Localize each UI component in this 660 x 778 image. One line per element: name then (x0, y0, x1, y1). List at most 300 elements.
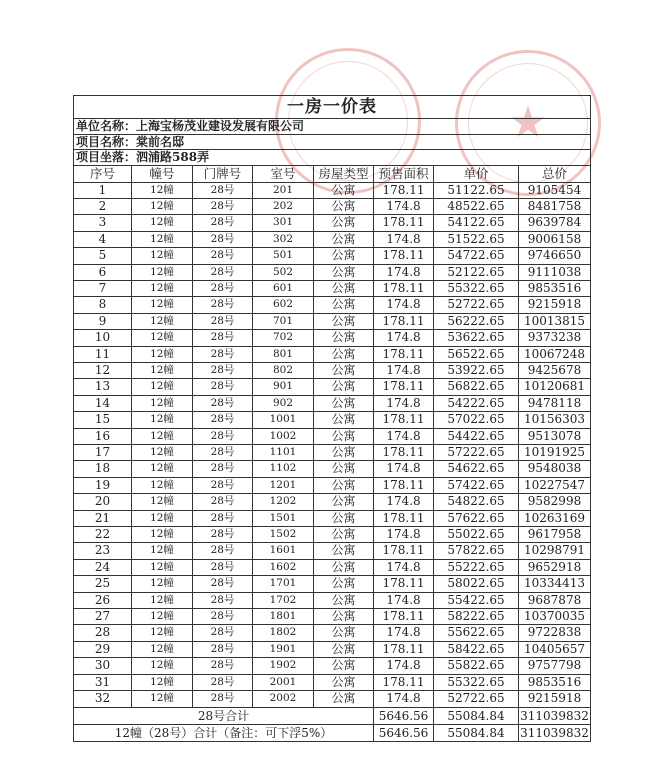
cell-presale-area: 174.8 (374, 658, 434, 674)
table-row (74, 527, 591, 543)
cell-unit-price: 52722.65 (434, 691, 519, 707)
table-row (74, 297, 591, 313)
title-row (74, 96, 591, 119)
cell-house-type: 公寓 (314, 658, 374, 674)
cell-total-price: 10156303 (519, 412, 591, 428)
cell-house-type: 公寓 (314, 330, 374, 346)
table-row (74, 231, 591, 247)
cell-door-number: 28号 (193, 412, 253, 428)
cell-door-number: 28号 (193, 264, 253, 280)
header-col-presale-area: 预售面积 (374, 165, 434, 182)
table-row (74, 477, 591, 493)
cell-total-price: 9853516 (519, 674, 591, 690)
cell-total-price: 10120681 (519, 379, 591, 395)
cell-house-type: 公寓 (314, 445, 374, 461)
cell-house-type: 公寓 (314, 625, 374, 641)
location-value: 泗浦路588弄 (136, 150, 210, 164)
header-col-unit-price: 单价 (434, 165, 519, 182)
cell-presale-area: 178.11 (374, 182, 434, 198)
cell-house-type: 公寓 (314, 346, 374, 362)
table-row (74, 691, 591, 707)
cell-presale-area: 178.11 (374, 510, 434, 526)
cell-index: 30 (74, 658, 132, 674)
unit-row (74, 119, 591, 135)
cell-index: 24 (74, 559, 132, 575)
cell-building: 12幢 (132, 215, 193, 231)
cell-index: 8 (74, 297, 132, 313)
table-row (74, 494, 591, 510)
cell-index: 2 (74, 198, 132, 214)
cell-room: 1002 (253, 428, 314, 444)
cell-index: 26 (74, 592, 132, 608)
cell-total-price: 9215918 (519, 691, 591, 707)
cell-room: 2001 (253, 674, 314, 690)
cell-building: 12幢 (132, 346, 193, 362)
table-row (74, 658, 591, 674)
cell-presale-area: 174.8 (374, 297, 434, 313)
cell-presale-area: 174.8 (374, 231, 434, 247)
cell-house-type: 公寓 (314, 576, 374, 592)
cell-building: 12幢 (132, 461, 193, 477)
table-row (74, 641, 591, 657)
cell-unit-price: 54622.65 (434, 461, 519, 477)
cell-door-number: 28号 (193, 428, 253, 444)
cell-index: 31 (74, 674, 132, 690)
cell-unit-price: 57822.65 (434, 543, 519, 559)
cell-house-type: 公寓 (314, 248, 374, 264)
cell-house-type: 公寓 (314, 313, 374, 329)
cell-door-number: 28号 (193, 215, 253, 231)
header-col-room: 室号 (253, 165, 314, 182)
cell-total-price: 10298791 (519, 543, 591, 559)
cell-unit-price: 56822.65 (434, 379, 519, 395)
cell-presale-area: 178.11 (374, 445, 434, 461)
header-col-index: 序号 (74, 165, 132, 182)
total-price: 311039832 (520, 708, 589, 723)
cell-unit-price: 57222.65 (434, 445, 519, 461)
cell-door-number: 28号 (193, 280, 253, 296)
cell-door-number: 28号 (193, 330, 253, 346)
cell-building: 12幢 (132, 691, 193, 707)
table-row (74, 543, 591, 559)
cell-house-type: 公寓 (314, 510, 374, 526)
cell-building: 12幢 (132, 280, 193, 296)
cell-total-price: 10227547 (519, 477, 591, 493)
cell-building: 12幢 (132, 313, 193, 329)
cell-room: 201 (253, 182, 314, 198)
cell-index: 32 (74, 691, 132, 707)
cell-unit-price: 56522.65 (434, 346, 519, 362)
total-label: 12幢（28号）合计（备注：可下浮5%） (74, 724, 374, 741)
cell-presale-area: 174.8 (374, 330, 434, 346)
cell-total-price: 9006158 (519, 231, 591, 247)
cell-room: 1802 (253, 625, 314, 641)
cell-unit-price: 53922.65 (434, 362, 519, 378)
cell-building: 12幢 (132, 297, 193, 313)
cell-presale-area: 174.8 (374, 395, 434, 411)
cell-total-price: 9853516 (519, 280, 591, 296)
cell-index: 11 (74, 346, 132, 362)
cell-house-type: 公寓 (314, 395, 374, 411)
cell-index: 25 (74, 576, 132, 592)
cell-room: 1701 (253, 576, 314, 592)
cell-building: 12幢 (132, 559, 193, 575)
cell-unit-price: 55322.65 (434, 674, 519, 690)
cell-unit-price: 55822.65 (434, 658, 519, 674)
cell-index: 18 (74, 461, 132, 477)
cell-unit-price: 55322.65 (434, 280, 519, 296)
cell-index: 21 (74, 510, 132, 526)
cell-house-type: 公寓 (314, 592, 374, 608)
cell-presale-area: 174.8 (374, 362, 434, 378)
table-row (74, 280, 591, 296)
cell-building: 12幢 (132, 395, 193, 411)
cell-room: 1902 (253, 658, 314, 674)
cell-total-price: 9639784 (519, 215, 591, 231)
cell-house-type: 公寓 (314, 412, 374, 428)
cell-room: 2002 (253, 691, 314, 707)
cell-room: 1102 (253, 461, 314, 477)
cell-door-number: 28号 (193, 559, 253, 575)
header-col-house-type: 房屋类型 (314, 165, 374, 182)
cell-presale-area: 178.11 (374, 280, 434, 296)
cell-total-price: 10405657 (519, 641, 591, 657)
cell-door-number: 28号 (193, 576, 253, 592)
cell-index: 27 (74, 609, 132, 625)
cell-room: 1901 (253, 641, 314, 657)
cell-building: 12幢 (132, 625, 193, 641)
cell-room: 301 (253, 215, 314, 231)
table-row (74, 625, 591, 641)
cell-index: 9 (74, 313, 132, 329)
cell-unit-price: 54822.65 (434, 494, 519, 510)
cell-building: 12幢 (132, 494, 193, 510)
cell-total-price: 9215918 (519, 297, 591, 313)
cell-house-type: 公寓 (314, 280, 374, 296)
cell-room: 302 (253, 231, 314, 247)
cell-door-number: 28号 (193, 313, 253, 329)
cell-index: 10 (74, 330, 132, 346)
cell-house-type: 公寓 (314, 477, 374, 493)
cell-house-type: 公寓 (314, 297, 374, 313)
cell-room: 601 (253, 280, 314, 296)
cell-presale-area: 174.8 (374, 592, 434, 608)
cell-presale-area: 178.11 (374, 477, 434, 493)
cell-total-price: 10191925 (519, 445, 591, 461)
cell-house-type: 公寓 (314, 198, 374, 214)
grand-total-row (74, 724, 591, 741)
cell-door-number: 28号 (193, 543, 253, 559)
cell-room: 502 (253, 264, 314, 280)
table-row (74, 576, 591, 592)
table-row (74, 346, 591, 362)
cell-building: 12幢 (132, 609, 193, 625)
cell-building: 12幢 (132, 641, 193, 657)
cell-door-number: 28号 (193, 297, 253, 313)
cell-unit-price: 54422.65 (434, 428, 519, 444)
cell-presale-area: 178.11 (374, 248, 434, 264)
cell-building: 12幢 (132, 362, 193, 378)
total-label: 28号合计 (74, 707, 374, 724)
project-row (74, 134, 591, 150)
table-row (74, 264, 591, 280)
cell-total-price: 9687878 (519, 592, 591, 608)
table-row (74, 445, 591, 461)
cell-door-number: 28号 (193, 691, 253, 707)
cell-building: 12幢 (132, 412, 193, 428)
cell-unit-price: 58422.65 (434, 641, 519, 657)
cell-building: 12幢 (132, 264, 193, 280)
cell-index: 23 (74, 543, 132, 559)
cell-unit-price: 57622.65 (434, 510, 519, 526)
total-area: 5646.56 (374, 724, 434, 741)
cell-room: 1501 (253, 510, 314, 526)
subtotal-row (74, 707, 591, 724)
cell-building: 12幢 (132, 510, 193, 526)
cell-presale-area: 174.8 (374, 691, 434, 707)
cell-building: 12幢 (132, 330, 193, 346)
cell-unit-price: 55422.65 (434, 592, 519, 608)
cell-room: 1502 (253, 527, 314, 543)
cell-room: 202 (253, 198, 314, 214)
table-row (74, 362, 591, 378)
cell-total-price: 8481758 (519, 198, 591, 214)
cell-room: 1602 (253, 559, 314, 575)
table-row (74, 609, 591, 625)
cell-house-type: 公寓 (314, 379, 374, 395)
cell-presale-area: 178.11 (374, 543, 434, 559)
cell-door-number: 28号 (193, 625, 253, 641)
cell-door-number: 28号 (193, 231, 253, 247)
cell-building: 12幢 (132, 182, 193, 198)
cell-presale-area: 178.11 (374, 609, 434, 625)
cell-total-price: 9105454 (519, 182, 591, 198)
cell-house-type: 公寓 (314, 182, 374, 198)
cell-unit-price: 57422.65 (434, 477, 519, 493)
cell-index: 7 (74, 280, 132, 296)
cell-unit-price: 58222.65 (434, 609, 519, 625)
unit-label: 单位名称： (76, 119, 137, 133)
cell-building: 12幢 (132, 658, 193, 674)
cell-presale-area: 178.11 (374, 379, 434, 395)
cell-unit-price: 55022.65 (434, 527, 519, 543)
location-label: 项目坐落： (76, 150, 137, 164)
cell-building: 12幢 (132, 198, 193, 214)
cell-building: 12幢 (132, 231, 193, 247)
cell-total-price: 9617958 (519, 527, 591, 543)
cell-house-type: 公寓 (314, 428, 374, 444)
cell-room: 1801 (253, 609, 314, 625)
cell-index: 17 (74, 445, 132, 461)
cell-unit-price: 55622.65 (434, 625, 519, 641)
cell-index: 29 (74, 641, 132, 657)
table-row (74, 674, 591, 690)
cell-building: 12幢 (132, 674, 193, 690)
cell-unit-price: 48522.65 (434, 198, 519, 214)
cell-building: 12幢 (132, 428, 193, 444)
cell-room: 801 (253, 346, 314, 362)
cell-house-type: 公寓 (314, 231, 374, 247)
cell-index: 1 (74, 182, 132, 198)
cell-total-price: 9757798 (519, 658, 591, 674)
price-table (73, 95, 591, 742)
cell-house-type: 公寓 (314, 641, 374, 657)
cell-index: 28 (74, 625, 132, 641)
cell-unit-price: 54122.65 (434, 215, 519, 231)
cell-presale-area: 178.11 (374, 215, 434, 231)
cell-index: 4 (74, 231, 132, 247)
cell-total-price: 9652918 (519, 559, 591, 575)
cell-index: 14 (74, 395, 132, 411)
cell-door-number: 28号 (193, 658, 253, 674)
cell-room: 902 (253, 395, 314, 411)
cell-building: 12幢 (132, 445, 193, 461)
cell-building: 12幢 (132, 543, 193, 559)
cell-index: 15 (74, 412, 132, 428)
cell-unit-price: 53622.65 (434, 330, 519, 346)
cell-door-number: 28号 (193, 248, 253, 264)
cell-door-number: 28号 (193, 461, 253, 477)
cell-door-number: 28号 (193, 346, 253, 362)
table-row (74, 412, 591, 428)
cell-presale-area: 178.11 (374, 674, 434, 690)
cell-house-type: 公寓 (314, 215, 374, 231)
cell-index: 12 (74, 362, 132, 378)
cell-unit-price: 54722.65 (434, 248, 519, 264)
table-row (74, 330, 591, 346)
cell-room: 901 (253, 379, 314, 395)
cell-total-price: 10334413 (519, 576, 591, 592)
cell-index: 3 (74, 215, 132, 231)
cell-total-price: 9513078 (519, 428, 591, 444)
cell-unit-price: 54222.65 (434, 395, 519, 411)
cell-unit-price: 52122.65 (434, 264, 519, 280)
table-row (74, 428, 591, 444)
table-row (74, 395, 591, 411)
cell-total-price: 9425678 (519, 362, 591, 378)
cell-house-type: 公寓 (314, 264, 374, 280)
cell-house-type: 公寓 (314, 691, 374, 707)
cell-total-price: 9722838 (519, 625, 591, 641)
cell-door-number: 28号 (193, 379, 253, 395)
cell-total-price: 9373238 (519, 330, 591, 346)
cell-presale-area: 178.11 (374, 641, 434, 657)
cell-door-number: 28号 (193, 592, 253, 608)
table-row (74, 592, 591, 608)
cell-house-type: 公寓 (314, 362, 374, 378)
cell-presale-area: 174.8 (374, 494, 434, 510)
cell-presale-area: 174.8 (374, 559, 434, 575)
cell-door-number: 28号 (193, 674, 253, 690)
cell-total-price: 9111038 (519, 264, 591, 280)
cell-building: 12幢 (132, 576, 193, 592)
cell-room: 501 (253, 248, 314, 264)
cell-presale-area: 174.8 (374, 527, 434, 543)
cell-total-price: 10263169 (519, 510, 591, 526)
cell-index: 6 (74, 264, 132, 280)
cell-unit-price: 58022.65 (434, 576, 519, 592)
table-row (74, 461, 591, 477)
header-col-total-price: 总价 (519, 165, 591, 182)
table-row (74, 198, 591, 214)
cell-presale-area: 178.11 (374, 412, 434, 428)
cell-presale-area: 178.11 (374, 346, 434, 362)
cell-unit-price: 52722.65 (434, 297, 519, 313)
cell-presale-area: 174.8 (374, 428, 434, 444)
cell-index: 16 (74, 428, 132, 444)
cell-building: 12幢 (132, 248, 193, 264)
unit-value: 上海宝杨茂业建设发展有限公司 (136, 119, 305, 133)
cell-room: 1201 (253, 477, 314, 493)
header-col-door-number: 门牌号 (193, 165, 253, 182)
star-icon: ★ (508, 97, 548, 148)
cell-presale-area: 178.11 (374, 576, 434, 592)
header-row (74, 165, 591, 182)
cell-presale-area: 174.8 (374, 625, 434, 641)
cell-house-type: 公寓 (314, 674, 374, 690)
cell-room: 1101 (253, 445, 314, 461)
cell-unit-price: 55222.65 (434, 559, 519, 575)
total-unit-price: 55084.84 (434, 707, 519, 724)
cell-room: 1702 (253, 592, 314, 608)
cell-presale-area: 174.8 (374, 198, 434, 214)
cell-door-number: 28号 (193, 198, 253, 214)
cell-room: 701 (253, 313, 314, 329)
cell-presale-area: 174.8 (374, 461, 434, 477)
cell-door-number: 28号 (193, 477, 253, 493)
cell-index: 13 (74, 379, 132, 395)
table-row (74, 559, 591, 575)
cell-room: 1601 (253, 543, 314, 559)
table-row (74, 215, 591, 231)
cell-room: 802 (253, 362, 314, 378)
cell-house-type: 公寓 (314, 527, 374, 543)
cell-door-number: 28号 (193, 494, 253, 510)
cell-total-price: 9548038 (519, 461, 591, 477)
cell-door-number: 28号 (193, 182, 253, 198)
cell-total-price: 10067248 (519, 346, 591, 362)
cell-door-number: 28号 (193, 609, 253, 625)
cell-total-price: 9582998 (519, 494, 591, 510)
cell-house-type: 公寓 (314, 559, 374, 575)
cell-unit-price: 56222.65 (434, 313, 519, 329)
cell-unit-price: 51522.65 (434, 231, 519, 247)
cell-house-type: 公寓 (314, 494, 374, 510)
cell-door-number: 28号 (193, 527, 253, 543)
table-row (74, 313, 591, 329)
cell-house-type: 公寓 (314, 543, 374, 559)
table-row (74, 510, 591, 526)
cell-index: 19 (74, 477, 132, 493)
header-col-building: 幢号 (132, 165, 193, 182)
total-area: 5646.56 (374, 707, 434, 724)
cell-door-number: 28号 (193, 510, 253, 526)
cell-index: 20 (74, 494, 132, 510)
cell-house-type: 公寓 (314, 461, 374, 477)
cell-door-number: 28号 (193, 641, 253, 657)
total-unit-price: 55084.84 (434, 724, 519, 741)
cell-unit-price: 51122.65 (434, 182, 519, 198)
cell-door-number: 28号 (193, 395, 253, 411)
cell-index: 22 (74, 527, 132, 543)
total-price: 311039832 (520, 725, 589, 740)
table-row (74, 182, 591, 198)
cell-room: 602 (253, 297, 314, 313)
location-row (74, 150, 591, 166)
cell-presale-area: 174.8 (374, 264, 434, 280)
cell-house-type: 公寓 (314, 609, 374, 625)
cell-total-price: 9478118 (519, 395, 591, 411)
